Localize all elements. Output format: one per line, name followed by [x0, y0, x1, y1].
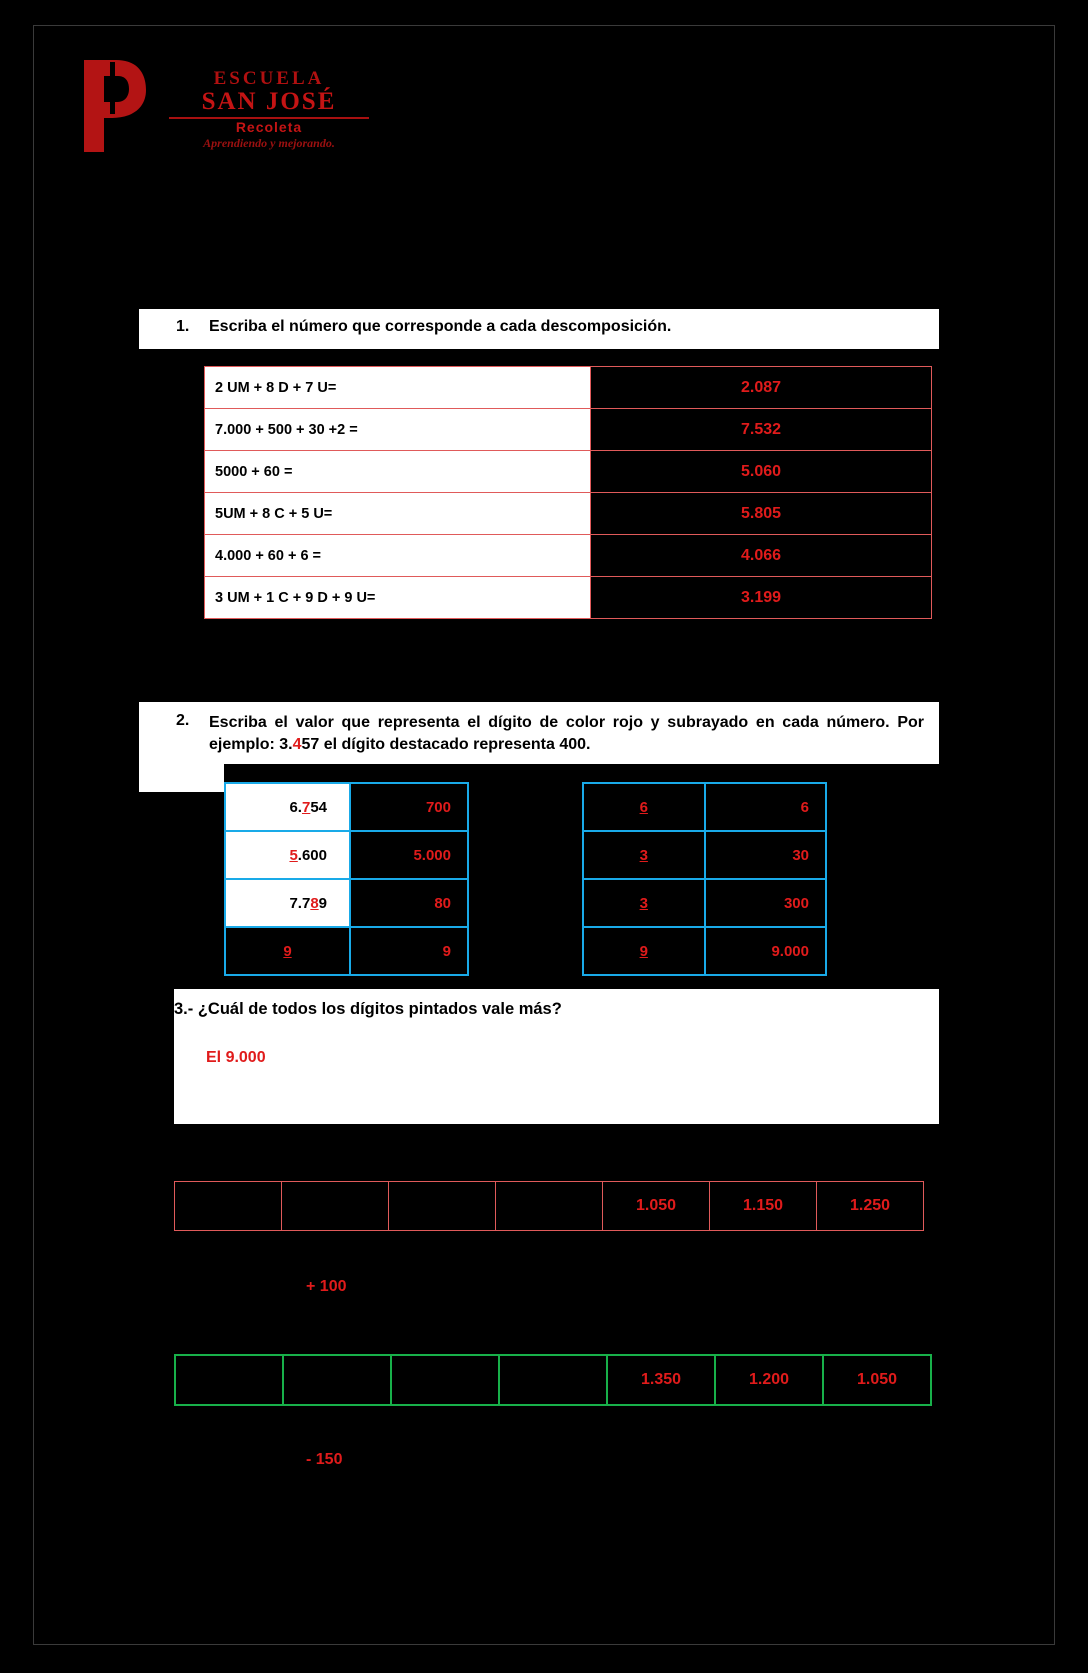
instruction-part-2: 57 el dígito destacado representa 400. — [301, 736, 591, 753]
table-row — [205, 535, 932, 577]
number-cell — [225, 831, 350, 879]
table-row — [583, 783, 826, 831]
highlighted-digit: 6 — [639, 798, 648, 816]
table-row — [205, 367, 932, 409]
value-answer[interactable]: 700 — [350, 783, 468, 831]
highlighted-digit: 9 — [639, 942, 648, 960]
table-row — [225, 879, 468, 927]
instruction-part-1: Escriba el valor que representa el dígito de color rojo y subrayado en cada número. Por ejemplo: 3. — [209, 714, 924, 753]
table-row — [205, 409, 932, 451]
table-row — [225, 783, 468, 831]
sequence-cell[interactable]: 1.350 — [607, 1355, 715, 1405]
exercise-2-header — [139, 702, 939, 764]
table-row — [225, 927, 468, 975]
sequence-cell[interactable] — [496, 1182, 603, 1231]
value-answer[interactable]: 300 — [705, 879, 827, 927]
value-answer[interactable]: 80 — [350, 879, 468, 927]
worksheet-page — [33, 25, 1055, 1645]
decomposition-answer[interactable]: 3.199 — [591, 577, 932, 619]
table-row — [583, 879, 826, 927]
number-prefix: 7.7 — [289, 894, 311, 912]
highlighted-digit: 3 — [639, 894, 648, 912]
school-logo — [74, 51, 374, 166]
highlighted-digit: 9 — [283, 942, 292, 960]
decomposition-question: 4.000 + 60 + 6 = — [205, 535, 591, 577]
number-cell[interactable] — [225, 927, 350, 975]
decomposition-answer[interactable]: 5.805 — [591, 493, 932, 535]
decomposition-question: 5000 + 60 = — [205, 451, 591, 493]
highlighted-digit: 3 — [639, 846, 648, 864]
sequence-cell[interactable] — [391, 1355, 499, 1405]
table-row — [175, 1182, 924, 1231]
sequence-cell[interactable] — [175, 1182, 282, 1231]
number-suffix: 54 — [310, 798, 327, 816]
sequence-cell[interactable]: 1.050 — [823, 1355, 931, 1405]
decomposition-question: 2 UM + 8 D + 7 U= — [205, 367, 591, 409]
sequence-cell[interactable]: 1.200 — [715, 1355, 823, 1405]
sequence-cell[interactable] — [282, 1182, 389, 1231]
value-answer[interactable]: 5.000 — [350, 831, 468, 879]
sequence-step-label-1: + 100 — [306, 1278, 347, 1295]
value-answer[interactable]: 30 — [705, 831, 827, 879]
number-suffix: .600 — [297, 846, 327, 864]
instruction-highlight-digit: 4 — [292, 736, 302, 753]
exercise-1-header — [139, 309, 939, 349]
table-row — [205, 493, 932, 535]
number-cell[interactable] — [583, 927, 705, 975]
highlighted-digit: 5 — [289, 846, 298, 864]
decomposition-answer[interactable]: 2.087 — [591, 367, 932, 409]
sequence-step-label-2: - 150 — [306, 1451, 343, 1468]
sequence-table-1 — [174, 1181, 924, 1231]
value-answer[interactable]: 9.000 — [705, 927, 827, 975]
decomposition-question: 3 UM + 1 C + 9 D + 9 U= — [205, 577, 591, 619]
sequence-cell[interactable]: 1.050 — [603, 1182, 710, 1231]
number-cell — [225, 879, 350, 927]
number-cell — [225, 783, 350, 831]
value-answer[interactable]: 6 — [705, 783, 827, 831]
logo-mark-icon — [74, 56, 154, 156]
table-row — [175, 1355, 931, 1405]
number-cell[interactable] — [583, 831, 705, 879]
sequence-cell[interactable]: 1.150 — [710, 1182, 817, 1231]
sequence-cell[interactable] — [389, 1182, 496, 1231]
number-cell[interactable] — [583, 879, 705, 927]
sequence-cell[interactable]: 1.250 — [817, 1182, 924, 1231]
exercise-1-number: 1. — [176, 318, 190, 335]
sequence-table-2 — [174, 1354, 932, 1406]
exercise-2-right-table — [582, 782, 827, 976]
value-answer[interactable]: 9 — [350, 927, 468, 975]
decomposition-answer[interactable]: 5.060 — [591, 451, 932, 493]
table-row — [205, 451, 932, 493]
number-prefix: 6. — [289, 798, 302, 816]
highlighted-digit: 7 — [301, 798, 311, 816]
logo-line-3: Recoleta — [235, 119, 303, 135]
decomposition-answer[interactable]: 4.066 — [591, 535, 932, 577]
exercise-1-table — [204, 366, 932, 619]
number-cell[interactable] — [583, 783, 705, 831]
exercise-2-spacer — [139, 764, 224, 792]
sequence-cell[interactable] — [283, 1355, 391, 1405]
sequence-cell[interactable] — [499, 1355, 607, 1405]
sequence-cell[interactable] — [175, 1355, 283, 1405]
decomposition-question: 7.000 + 500 + 30 +2 = — [205, 409, 591, 451]
exercise-3-question: 3.- ¿Cuál de todos los dígitos pintados vale más? — [174, 1000, 562, 1018]
exercise-2-instructions — [209, 712, 924, 756]
table-row — [583, 927, 826, 975]
decomposition-question: 5UM + 8 C + 5 U= — [205, 493, 591, 535]
logo-line-4: Aprendiendo y mejorando. — [203, 136, 335, 150]
table-row — [583, 831, 826, 879]
table-row — [225, 831, 468, 879]
logo-line-2: SAN JOSÉ — [169, 89, 369, 119]
number-suffix: 9 — [318, 894, 327, 912]
exercise-2-number: 2. — [176, 712, 190, 729]
highlighted-digit: 8 — [310, 894, 319, 912]
table-row — [205, 577, 932, 619]
logo-line-1: ESCUELA — [213, 68, 325, 89]
decomposition-answer[interactable]: 7.532 — [591, 409, 932, 451]
logo-text — [169, 69, 369, 151]
exercise-2-left-table — [224, 782, 469, 976]
exercise-3-answer[interactable]: El 9.000 — [206, 1049, 266, 1066]
exercise-1-title: Escriba el número que corresponde a cada descomposición. — [209, 318, 672, 335]
